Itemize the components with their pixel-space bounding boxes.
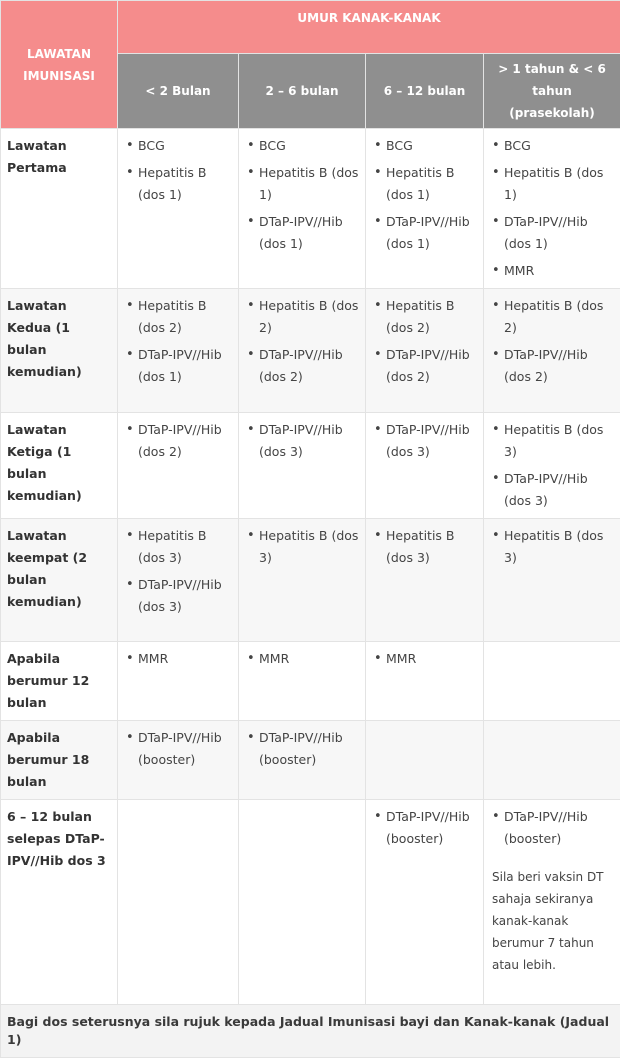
vaccine-note: Sila beri vaksin DT sahaja sekiranya kanak-kanak berumur 7 tahun atau lebih. bbox=[492, 866, 614, 976]
row-label: Lawatan keempat (2 bulan kemudian) bbox=[1, 519, 118, 642]
vaccine-list bbox=[492, 295, 614, 388]
vaccine-list bbox=[247, 295, 359, 388]
vaccine-cell bbox=[366, 519, 484, 642]
vaccine-cell bbox=[118, 800, 239, 1005]
vaccine-item: • Hepatitis B (dos 3) bbox=[492, 419, 614, 463]
vaccine-list bbox=[374, 806, 477, 850]
vaccine-list bbox=[247, 727, 359, 771]
vaccine-cell bbox=[239, 289, 366, 413]
row-label: 6 – 12 bulan selepas DTaP-IPV//Hib dos 3 bbox=[1, 800, 118, 1005]
vaccine-cell bbox=[239, 413, 366, 519]
row-label: Apabila berumur 12 bulan bbox=[1, 642, 118, 721]
vaccine-item: • DTaP-IPV//Hib (booster) bbox=[126, 727, 232, 771]
table-row bbox=[1, 800, 620, 1005]
table-row bbox=[1, 289, 620, 413]
table-row bbox=[1, 519, 620, 642]
vaccine-item: • Hepatitis B (dos 3) bbox=[126, 525, 232, 569]
column-header: < 2 Bulan bbox=[118, 54, 239, 129]
vaccine-list bbox=[492, 419, 614, 512]
vaccine-item: • Hepatitis B (dos 2) bbox=[374, 295, 477, 339]
vaccine-item: • DTaP-IPV//Hib (dos 1) bbox=[126, 344, 232, 388]
vaccine-list bbox=[492, 135, 614, 282]
vaccine-list bbox=[247, 648, 359, 670]
vaccine-item: • Hepatitis B (dos 3) bbox=[374, 525, 477, 569]
vaccine-cell bbox=[366, 800, 484, 1005]
vaccine-list bbox=[126, 525, 232, 618]
vaccine-list bbox=[374, 525, 477, 569]
vaccine-list bbox=[126, 419, 232, 463]
vaccine-cell bbox=[366, 129, 484, 289]
vaccine-item: • Hepatitis B (dos 2) bbox=[126, 295, 232, 339]
vaccine-cell bbox=[239, 129, 366, 289]
vaccine-cell bbox=[484, 642, 620, 721]
vaccine-list bbox=[126, 648, 232, 670]
vaccine-item: • Hepatitis B (dos 1) bbox=[374, 162, 477, 206]
vaccine-item: • DTaP-IPV//Hib (dos 3) bbox=[247, 419, 359, 463]
vaccine-list bbox=[374, 135, 477, 255]
vaccine-list bbox=[126, 295, 232, 388]
vaccine-cell bbox=[118, 519, 239, 642]
corner-header: LAWATAN IMUNISASI bbox=[1, 1, 118, 129]
vaccine-item: • MMR bbox=[492, 260, 614, 282]
vaccine-item: • Hepatitis B (dos 1) bbox=[126, 162, 232, 206]
vaccine-cell bbox=[118, 289, 239, 413]
vaccine-cell bbox=[484, 413, 620, 519]
vaccine-item: • DTaP-IPV//Hib (dos 3) bbox=[374, 419, 477, 463]
vaccine-cell bbox=[484, 129, 620, 289]
age-group-header: UMUR KANAK-KANAK bbox=[118, 1, 620, 54]
vaccine-item: • Hepatitis B (dos 2) bbox=[492, 295, 614, 339]
vaccine-cell bbox=[118, 721, 239, 800]
vaccine-item: • DTaP-IPV//Hib (dos 3) bbox=[492, 468, 614, 512]
vaccine-item: • MMR bbox=[247, 648, 359, 670]
vaccine-cell bbox=[484, 721, 620, 800]
vaccine-list bbox=[247, 419, 359, 463]
vaccine-item: • DTaP-IPV//Hib (booster) bbox=[492, 806, 614, 850]
vaccine-cell bbox=[366, 289, 484, 413]
vaccine-list bbox=[374, 648, 477, 670]
row-label: Lawatan Kedua (1 bulan kemudian) bbox=[1, 289, 118, 413]
vaccine-cell bbox=[484, 289, 620, 413]
vaccine-list bbox=[247, 135, 359, 255]
vaccine-cell bbox=[366, 642, 484, 721]
vaccine-cell bbox=[239, 721, 366, 800]
table-row bbox=[1, 721, 620, 800]
vaccine-item: • BCG bbox=[374, 135, 477, 157]
vaccine-item: • DTaP-IPV//Hib (dos 2) bbox=[374, 344, 477, 388]
vaccine-cell bbox=[484, 519, 620, 642]
vaccine-item: • DTaP-IPV//Hib (booster) bbox=[374, 806, 477, 850]
vaccine-list bbox=[492, 806, 614, 850]
vaccine-list bbox=[492, 525, 614, 569]
vaccine-item: • DTaP-IPV//Hib (dos 2) bbox=[126, 419, 232, 463]
vaccine-item: • Hepatitis B (dos 2) bbox=[247, 295, 359, 339]
column-header: 6 – 12 bulan bbox=[366, 54, 484, 129]
vaccine-item: • DTaP-IPV//Hib (dos 1) bbox=[492, 211, 614, 255]
vaccine-item: • MMR bbox=[126, 648, 232, 670]
vaccine-cell bbox=[118, 413, 239, 519]
table-row bbox=[1, 129, 620, 289]
vaccine-item: • Hepatitis B (dos 1) bbox=[247, 162, 359, 206]
vaccine-item: • DTaP-IPV//Hib (dos 1) bbox=[247, 211, 359, 255]
vaccine-list bbox=[126, 135, 232, 206]
column-header: > 1 tahun & < 6 tahun (prasekolah) bbox=[484, 54, 620, 129]
vaccine-item: • DTaP-IPV//Hib (dos 3) bbox=[126, 574, 232, 618]
vaccine-list bbox=[247, 525, 359, 569]
row-label: Lawatan Ketiga (1 bulan kemudian) bbox=[1, 413, 118, 519]
vaccine-item: • Hepatitis B (dos 3) bbox=[247, 525, 359, 569]
row-label: Apabila berumur 18 bulan bbox=[1, 721, 118, 800]
vaccine-cell bbox=[118, 129, 239, 289]
vaccine-item: • DTaP-IPV//Hib (dos 1) bbox=[374, 211, 477, 255]
vaccine-item: • BCG bbox=[126, 135, 232, 157]
vaccine-item: • BCG bbox=[492, 135, 614, 157]
vaccine-item: • Hepatitis B (dos 3) bbox=[492, 525, 614, 569]
table-row bbox=[1, 413, 620, 519]
vaccine-cell bbox=[239, 800, 366, 1005]
vaccine-item: • BCG bbox=[247, 135, 359, 157]
vaccine-cell bbox=[366, 721, 484, 800]
vaccine-cell bbox=[484, 800, 620, 1005]
vaccine-cell bbox=[118, 642, 239, 721]
vaccine-cell bbox=[239, 519, 366, 642]
vaccine-cell bbox=[366, 413, 484, 519]
footer-note: Bagi dos seterusnya sila rujuk kepada Jadual Imunisasi bayi dan Kanak-kanak (Jadual 1) bbox=[1, 1005, 620, 1058]
table-row bbox=[1, 642, 620, 721]
vaccine-list bbox=[374, 295, 477, 388]
vaccine-list bbox=[126, 727, 232, 771]
vaccine-item: • MMR bbox=[374, 648, 477, 670]
vaccine-item: • DTaP-IPV//Hib (booster) bbox=[247, 727, 359, 771]
vaccine-list bbox=[374, 419, 477, 463]
row-label: Lawatan Pertama bbox=[1, 129, 118, 289]
vaccine-cell bbox=[239, 642, 366, 721]
vaccine-item: • DTaP-IPV//Hib (dos 2) bbox=[247, 344, 359, 388]
vaccine-item: • DTaP-IPV//Hib (dos 2) bbox=[492, 344, 614, 388]
vaccine-item: • Hepatitis B (dos 1) bbox=[492, 162, 614, 206]
column-header: 2 – 6 bulan bbox=[239, 54, 366, 129]
